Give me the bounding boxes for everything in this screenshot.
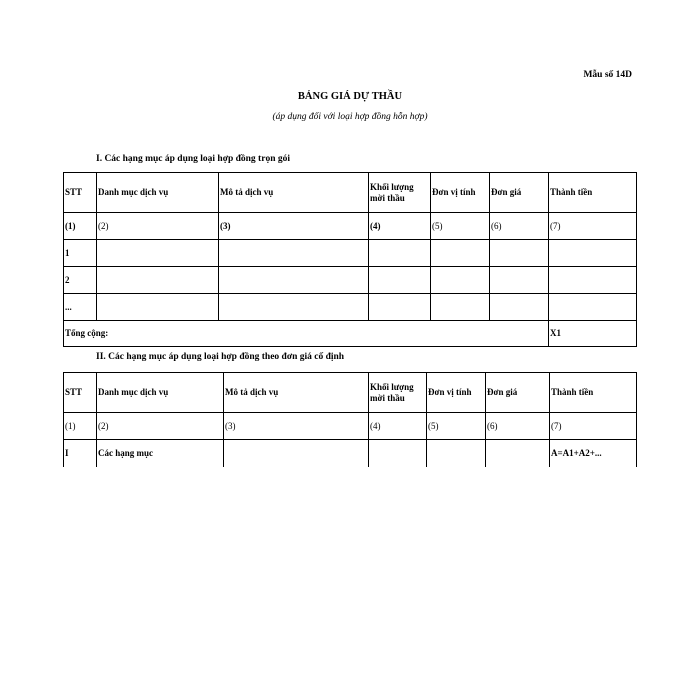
table-row — [64, 440, 637, 467]
total-row — [64, 321, 637, 347]
document-subtitle: (áp dụng đối với loại hợp đồng hỗn hợp) — [272, 112, 428, 122]
table-fixed-unit-price — [63, 372, 637, 467]
col-header-service-description: Mô tả dịch vụ — [224, 373, 369, 413]
column-number: (1) — [64, 413, 97, 440]
col-header-quantity: Khối lượng mời thầu — [369, 173, 431, 213]
row-stt: 2 — [64, 267, 97, 294]
column-number: (3) — [219, 213, 369, 240]
column-number: (5) — [427, 413, 486, 440]
header-row — [64, 373, 637, 413]
column-number: (2) — [97, 413, 224, 440]
col-header-service-list: Danh mục dịch vụ — [97, 373, 224, 413]
column-number: (7) — [549, 213, 637, 240]
column-number: (4) — [369, 413, 427, 440]
table-row — [64, 240, 637, 267]
column-number: (5) — [431, 213, 490, 240]
col-header-stt: STT — [64, 173, 97, 213]
row-stt: ... — [64, 294, 97, 321]
col-header-unit: Đơn vị tính — [431, 173, 490, 213]
col-header-stt: STT — [64, 373, 97, 413]
table-row — [64, 294, 637, 321]
row-stt: I — [64, 440, 97, 467]
column-number: (1) — [64, 213, 97, 240]
row-service-name: Các hạng mục — [97, 440, 224, 467]
column-number: (4) — [369, 213, 431, 240]
col-header-amount: Thành tiền — [550, 373, 637, 413]
table-lump-sum — [63, 172, 637, 347]
column-number: (6) — [486, 413, 550, 440]
col-header-unit: Đơn vị tính — [427, 373, 486, 413]
section-2-title: II. Các hạng mục áp dụng loại hợp đồng theo đơn giá cố định — [96, 352, 345, 362]
form-number: Mẫu số 14D — [583, 70, 632, 80]
col-header-unit-price: Đơn giá — [486, 373, 550, 413]
col-header-service-list: Danh mục dịch vụ — [97, 173, 219, 213]
document-title: BẢNG GIÁ DỰ THẦU — [297, 91, 403, 102]
col-header-amount: Thành tiền — [549, 173, 637, 213]
col-header-service-description: Mô tả dịch vụ — [219, 173, 369, 213]
column-number-row — [64, 413, 637, 440]
col-header-quantity: Khối lượng mời thầu — [369, 373, 427, 413]
column-number-row — [64, 213, 637, 240]
column-number: (7) — [550, 413, 637, 440]
column-number: (6) — [490, 213, 549, 240]
table-row — [64, 267, 637, 294]
row-stt: 1 — [64, 240, 97, 267]
header-row — [64, 173, 637, 213]
column-number: (2) — [97, 213, 219, 240]
col-header-unit-price: Đơn giá — [490, 173, 549, 213]
total-value: X1 — [549, 321, 637, 347]
column-number: (3) — [224, 413, 369, 440]
total-label: Tổng cộng: — [64, 321, 549, 347]
row-amount: A=A1+A2+... — [550, 440, 637, 467]
section-1-title: I. Các hạng mục áp dụng loại hợp đồng trọn gói — [96, 154, 290, 164]
